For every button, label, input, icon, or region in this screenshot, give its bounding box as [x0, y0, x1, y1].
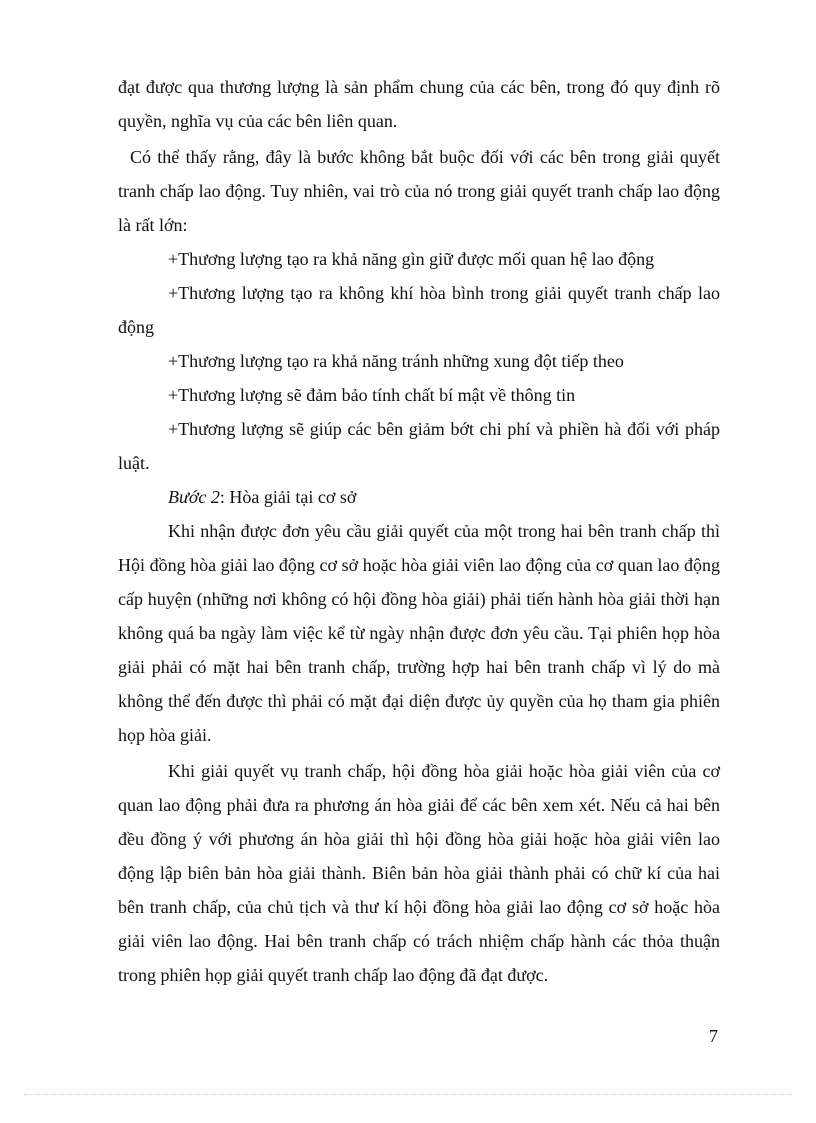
step-label: Bước 2 [168, 487, 220, 507]
bullet-item-confidentiality: +Thương lượng sẽ đảm bảo tính chất bí mật về thông tin [168, 385, 576, 405]
paragraph-mediation-process: Khi nhận được đơn yêu cầu giải quyết của một trong hai bên tranh chấp thì Hội đồng hòa giải lao động cơ sở hoặc hòa giải viên lao động của cơ quan lao động cấp huyện (những nơi không có hội đồng hòa giải) phải tiến hành hòa giải thời hạn không quá ba ngày làm việc kể từ ngày nhận được đơn yêu cầu. Tại phiên họp hòa giải phải có mặt hai bên tranh chấp, trường hợp hai bên tranh chấp vì lý do mà không thể đến được thì phải có mặt đại diện được ủy quyền của họ tham gia phiên họp hòa giải. [118, 521, 720, 745]
bullet-item-relationship: +Thương lượng tạo ra khả năng gìn giữ được mối quan hệ lao động [168, 249, 655, 269]
body-text [118, 70, 720, 992]
step-heading [118, 480, 720, 514]
paragraph-mediation-result: Khi giải quyết vụ tranh chấp, hội đồng hòa giải hoặc hòa giải viên của cơ quan lao động phải đưa ra phương án hòa giải để các bên xem xét. Nếu cả hai bên đều đồng ý với phương án hòa giải thì hội đồng hòa giải hoặc hòa giải viên lao động lập biên bản hòa giải thành. Biên bản hòa giải thành phải có chữ kí của hai bên tranh chấp, của chủ tịch và thư kí hội đồng hòa giải lao động cơ sở hoặc hòa giải viên lao động. Hai bên tranh chấp có trách nhiệm chấp hành các thỏa thuận trong phiên họp giải quyết tranh chấp lao động đã đạt được. [118, 761, 720, 985]
step-title: : Hòa giải tại cơ sở [219, 487, 357, 507]
page-number: 7 [709, 1026, 718, 1046]
bullet-item-peaceful: +Thương lượng tạo ra không khí hòa bình trong giải quyết tranh chấp lao động [118, 283, 720, 337]
bullet-item-cost: +Thương lượng sẽ giúp các bên giảm bớt chi phí và phiền hà đối với pháp luật. [118, 419, 720, 473]
bullet-item-avoid-conflict: +Thương lượng tạo ra khả năng tránh những xung đột tiếp theo [168, 351, 624, 371]
paragraph-role-intro: Có thể thấy rằng, đây là bước không bắt buộc đối với các bên trong giải quyết tranh chấp lao động. Tuy nhiên, vai trò của nó trong giải quyết tranh chấp lao động là rất lớn: [118, 147, 720, 235]
page-bottom-divider [24, 1094, 792, 1095]
paragraph-continuation: đạt được qua thương lượng là sản phẩm chung của các bên, trong đó quy định rõ quyền, nghĩa vụ của các bên liên quan. [118, 77, 720, 131]
